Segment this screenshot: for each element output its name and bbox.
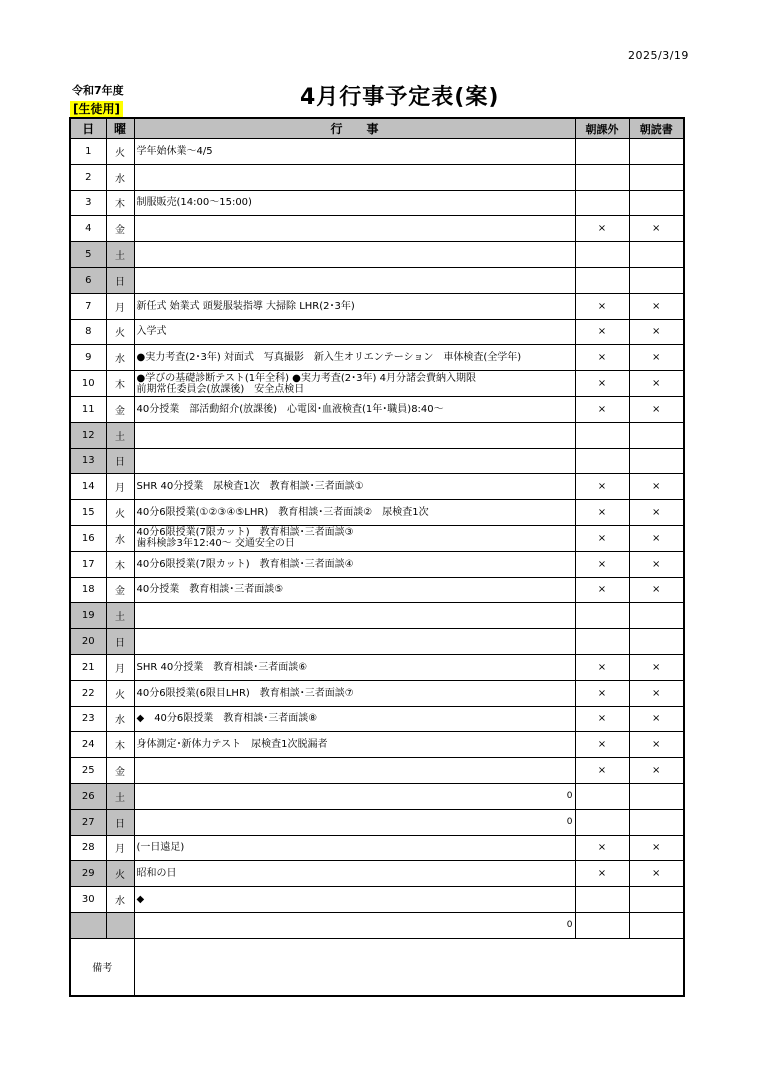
day-cell: 28 (70, 835, 106, 861)
table-row (70, 912, 684, 938)
morning-reading-mark: × (629, 680, 684, 706)
day-cell: 30 (70, 887, 106, 913)
event-line: 前期常任委員会(放課後) 安全点検日 (136, 383, 305, 395)
morning-extra-mark: × (575, 396, 629, 422)
table-row (70, 680, 684, 706)
event-cell (134, 758, 575, 784)
weekday-cell: 木 (106, 732, 134, 758)
day-cell: 25 (70, 758, 106, 784)
day-cell: 27 (70, 809, 106, 835)
table-row (70, 783, 684, 809)
morning-reading-mark: × (629, 835, 684, 861)
morning-extra-mark: × (575, 577, 629, 603)
morning-extra-mark: × (575, 835, 629, 861)
table-row (70, 474, 684, 500)
col-header-events: 行 事 (134, 118, 575, 139)
weekday-cell: 日 (106, 629, 134, 655)
weekday-cell: 金 (106, 577, 134, 603)
morning-extra-mark (575, 164, 629, 190)
morning-reading-mark: × (629, 706, 684, 732)
table-row (70, 525, 684, 551)
weekday-cell: 月 (106, 835, 134, 861)
event-cell: ◆ 40分6限授業 教育相談･三者面談⑧ (134, 706, 575, 732)
morning-extra-mark (575, 809, 629, 835)
day-cell: 19 (70, 603, 106, 629)
event-cell: 入学式 (134, 319, 575, 345)
table-row (70, 371, 684, 397)
document-date: 2025/3/19 (628, 49, 689, 62)
table-row (70, 319, 684, 345)
morning-extra-mark: × (575, 680, 629, 706)
morning-extra-mark: × (575, 732, 629, 758)
morning-reading-mark (629, 190, 684, 216)
day-cell: 5 (70, 242, 106, 268)
day-cell: 2 (70, 164, 106, 190)
day-cell: 15 (70, 500, 106, 526)
event-line: 40分6限授業(7限カット) 教育相談･三者面談③ (136, 527, 354, 539)
weekday-cell: 水 (106, 164, 134, 190)
morning-reading-mark (629, 242, 684, 268)
weekday-cell: 木 (106, 371, 134, 397)
weekday-cell: 土 (106, 783, 134, 809)
event-cell: 0 (134, 912, 575, 938)
table-row (70, 835, 684, 861)
morning-extra-mark: × (575, 758, 629, 784)
morning-reading-mark (629, 887, 684, 913)
table-row (70, 216, 684, 242)
table-row (70, 809, 684, 835)
weekday-cell: 日 (106, 809, 134, 835)
day-cell: 23 (70, 706, 106, 732)
morning-reading-mark: × (629, 654, 684, 680)
event-cell (134, 603, 575, 629)
day-cell: 9 (70, 345, 106, 371)
morning-extra-mark (575, 629, 629, 655)
weekday-cell: 日 (106, 267, 134, 293)
event-cell (134, 242, 575, 268)
morning-reading-mark (629, 448, 684, 474)
morning-extra-mark: × (575, 861, 629, 887)
day-cell: 18 (70, 577, 106, 603)
audience-badge: [生徒用] (70, 101, 123, 117)
day-cell: 22 (70, 680, 106, 706)
table-row (70, 190, 684, 216)
morning-reading-mark (629, 629, 684, 655)
table-row (70, 500, 684, 526)
event-cell (134, 525, 575, 551)
morning-extra-mark: × (575, 216, 629, 242)
morning-reading-mark (629, 783, 684, 809)
day-cell: 16 (70, 525, 106, 551)
event-cell: 新任式 始業式 頭髪服装指導 大掃除 LHR(2･3年) (134, 293, 575, 319)
event-cell: 40分授業 教育相談･三者面談⑤ (134, 577, 575, 603)
weekday-cell: 月 (106, 654, 134, 680)
table-row (70, 242, 684, 268)
morning-extra-mark: × (575, 293, 629, 319)
morning-reading-mark: × (629, 500, 684, 526)
weekday-cell: 月 (106, 293, 134, 319)
table-row (70, 706, 684, 732)
morning-reading-mark: × (629, 861, 684, 887)
weekday-cell: 水 (106, 887, 134, 913)
event-cell: 0 (134, 783, 575, 809)
morning-reading-mark: × (629, 525, 684, 551)
morning-reading-mark: × (629, 345, 684, 371)
weekday-cell: 土 (106, 603, 134, 629)
table-row (70, 603, 684, 629)
table-row (70, 267, 684, 293)
morning-reading-mark: × (629, 577, 684, 603)
event-cell (134, 448, 575, 474)
event-cell: SHR 40分授業 教育相談･三者面談⑥ (134, 654, 575, 680)
morning-extra-mark (575, 887, 629, 913)
day-cell: 4 (70, 216, 106, 242)
day-cell: 17 (70, 551, 106, 577)
table-row (70, 732, 684, 758)
morning-extra-mark: × (575, 706, 629, 732)
morning-extra-mark (575, 783, 629, 809)
weekday-cell (106, 912, 134, 938)
col-header-morning-reading: 朝読書 (629, 118, 684, 139)
day-cell: 12 (70, 422, 106, 448)
morning-extra-mark (575, 912, 629, 938)
day-cell (70, 912, 106, 938)
event-cell: SHR 40分授業 尿検査1次 教育相談･三者面談① (134, 474, 575, 500)
remarks-row (70, 938, 684, 996)
event-cell (134, 216, 575, 242)
event-cell (134, 629, 575, 655)
morning-extra-mark (575, 448, 629, 474)
page-title: 4月行事予定表(案) (300, 85, 500, 110)
morning-extra-mark: × (575, 319, 629, 345)
weekday-cell: 火 (106, 500, 134, 526)
morning-reading-mark (629, 139, 684, 165)
event-cell: 40分6限授業(7限カット) 教育相談･三者面談④ (134, 551, 575, 577)
header-row (70, 118, 684, 139)
morning-extra-mark (575, 422, 629, 448)
morning-reading-mark: × (629, 319, 684, 345)
morning-reading-mark: × (629, 293, 684, 319)
weekday-cell: 土 (106, 422, 134, 448)
weekday-cell: 火 (106, 319, 134, 345)
morning-reading-mark: × (629, 758, 684, 784)
day-cell: 3 (70, 190, 106, 216)
table-row (70, 629, 684, 655)
day-cell: 6 (70, 267, 106, 293)
event-cell: ◆ (134, 887, 575, 913)
weekday-cell: 火 (106, 680, 134, 706)
day-cell: 24 (70, 732, 106, 758)
table-row (70, 887, 684, 913)
weekday-cell: 日 (106, 448, 134, 474)
morning-reading-mark: × (629, 371, 684, 397)
morning-extra-mark: × (575, 654, 629, 680)
morning-reading-mark (629, 912, 684, 938)
morning-reading-mark (629, 422, 684, 448)
weekday-cell: 木 (106, 551, 134, 577)
event-cell (134, 267, 575, 293)
morning-reading-mark (629, 809, 684, 835)
morning-extra-mark (575, 603, 629, 629)
day-cell: 21 (70, 654, 106, 680)
event-cell: (一日遠足) (134, 835, 575, 861)
table-row (70, 758, 684, 784)
morning-extra-mark: × (575, 371, 629, 397)
morning-extra-mark (575, 242, 629, 268)
day-cell: 26 (70, 783, 106, 809)
event-cell (134, 164, 575, 190)
day-cell: 14 (70, 474, 106, 500)
table-row (70, 293, 684, 319)
table-row (70, 164, 684, 190)
event-cell: 40分6限授業(6限目LHR) 教育相談･三者面談⑦ (134, 680, 575, 706)
weekday-cell: 金 (106, 216, 134, 242)
event-cell (134, 422, 575, 448)
day-cell: 1 (70, 139, 106, 165)
table-row (70, 861, 684, 887)
event-line: ●学びの基礎診断テスト(1年全科) ●実力考査(2･3年) 4月分諸会費納入期限 (136, 372, 476, 384)
day-cell: 20 (70, 629, 106, 655)
morning-extra-mark (575, 190, 629, 216)
weekday-cell: 土 (106, 242, 134, 268)
weekday-cell: 水 (106, 525, 134, 551)
morning-extra-mark: × (575, 500, 629, 526)
weekday-cell: 火 (106, 861, 134, 887)
weekday-cell: 月 (106, 474, 134, 500)
event-cell: 40分6限授業(①②③④⑤LHR) 教育相談･三者面談② 尿検査1次 (134, 500, 575, 526)
day-cell: 8 (70, 319, 106, 345)
morning-reading-mark (629, 267, 684, 293)
table-row (70, 448, 684, 474)
event-cell: 昭和の日 (134, 861, 575, 887)
day-cell: 10 (70, 371, 106, 397)
event-cell: 40分授業 部活動紹介(放課後) 心電図･血液検査(1年･職員)8:40～ (134, 396, 575, 422)
day-cell: 13 (70, 448, 106, 474)
event-cell: 制服販売(14:00～15:00) (134, 190, 575, 216)
table-row (70, 396, 684, 422)
event-cell: ●実力考査(2･3年) 対面式 写真撮影 新入生オリエンテーション 車体検査(全学年) (134, 345, 575, 371)
weekday-cell: 水 (106, 345, 134, 371)
table-row (70, 345, 684, 371)
day-cell: 7 (70, 293, 106, 319)
morning-extra-mark: × (575, 551, 629, 577)
table-row (70, 654, 684, 680)
col-header-weekday: 曜 (106, 118, 134, 139)
morning-reading-mark: × (629, 396, 684, 422)
fiscal-year-label: 令和7年度 (72, 84, 124, 97)
morning-extra-mark (575, 139, 629, 165)
col-header-morning-extra: 朝課外 (575, 118, 629, 139)
table-row (70, 577, 684, 603)
event-cell: 身体測定･新体力テスト 尿検査1次脱漏者 (134, 732, 575, 758)
event-cell (134, 371, 575, 397)
weekday-cell: 金 (106, 758, 134, 784)
morning-extra-mark: × (575, 525, 629, 551)
event-line: 歯科検診3年12:40～ 交通安全の日 (136, 538, 295, 550)
weekday-cell: 火 (106, 139, 134, 165)
weekday-cell: 木 (106, 190, 134, 216)
morning-reading-mark (629, 164, 684, 190)
table-row (70, 422, 684, 448)
table-row (70, 551, 684, 577)
day-cell: 29 (70, 861, 106, 887)
morning-reading-mark: × (629, 216, 684, 242)
remarks-content (134, 938, 684, 996)
table-row (70, 139, 684, 165)
morning-reading-mark: × (629, 474, 684, 500)
remarks-label: 備考 (70, 938, 134, 996)
event-cell: 0 (134, 809, 575, 835)
weekday-cell: 水 (106, 706, 134, 732)
day-cell: 11 (70, 396, 106, 422)
morning-extra-mark: × (575, 345, 629, 371)
morning-extra-mark (575, 267, 629, 293)
event-cell: 学年始休業～4/5 (134, 139, 575, 165)
morning-reading-mark: × (629, 551, 684, 577)
col-header-day: 日 (70, 118, 106, 139)
morning-extra-mark: × (575, 474, 629, 500)
morning-reading-mark: × (629, 732, 684, 758)
morning-reading-mark (629, 603, 684, 629)
weekday-cell: 金 (106, 396, 134, 422)
schedule-table (69, 117, 685, 997)
